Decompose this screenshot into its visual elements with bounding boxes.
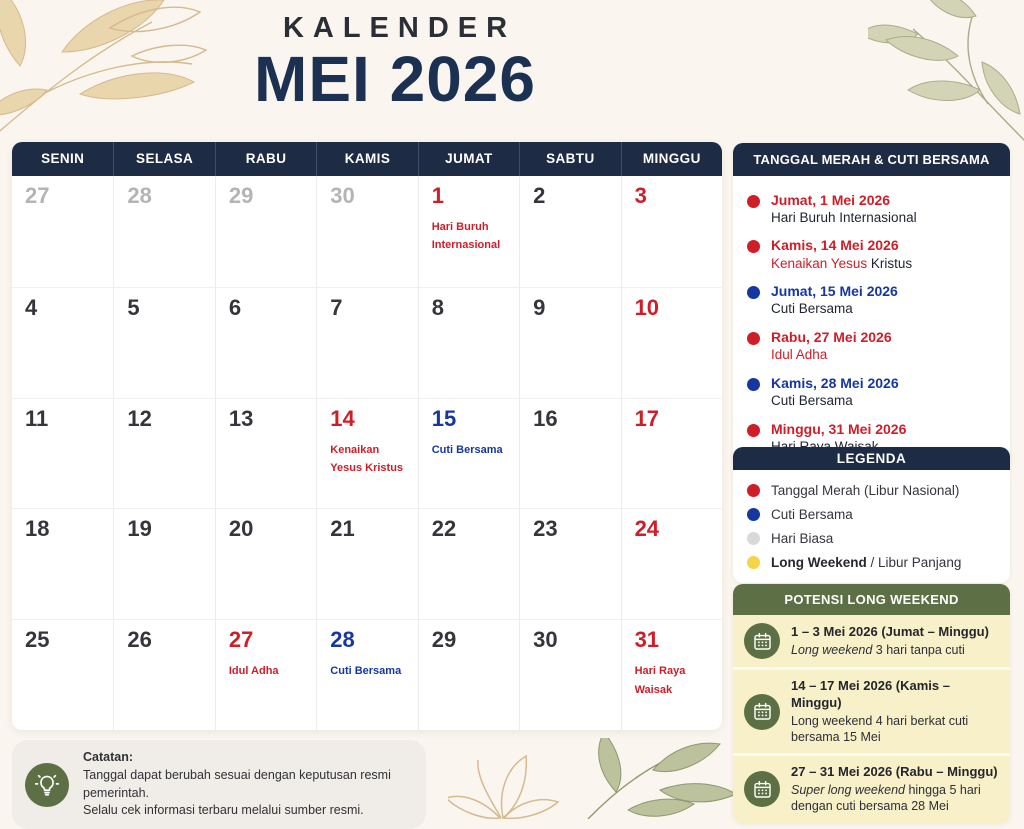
calendar-icon	[744, 694, 780, 730]
holiday-item	[747, 370, 996, 416]
calendar-cell	[215, 508, 316, 619]
holiday-description-part: Idul Adha	[771, 347, 828, 363]
weekday-header: SABTU	[519, 142, 620, 176]
holiday-description	[771, 347, 892, 364]
event-label: Hari Raya Waisak	[634, 665, 686, 696]
holiday-description	[771, 256, 912, 273]
long-weekend-description-rest: hingga 5 hari dengan cuti bersama 28 Mei	[791, 783, 981, 814]
calendar-cell	[418, 619, 519, 730]
legend-dot-icon	[747, 556, 760, 569]
calendar-cell	[519, 398, 620, 509]
calendar-cell	[316, 508, 417, 619]
holiday-text	[771, 329, 892, 364]
date-number: 11	[25, 405, 49, 431]
long-weekend-text	[791, 624, 989, 658]
holiday-dot-icon	[747, 286, 760, 299]
note-heading: Catatan:	[83, 750, 134, 764]
weekday-header: SELASA	[113, 142, 214, 176]
legend-label	[771, 507, 853, 522]
date-number: 4	[25, 294, 38, 320]
legend-label	[771, 483, 959, 498]
date-number: 29	[228, 183, 254, 208]
date-number: 24	[634, 516, 660, 542]
weekday-header: KAMIS	[316, 142, 417, 176]
event-label: Kenaikan Yesus Kristus	[330, 443, 404, 474]
date-number: 20	[228, 516, 254, 542]
holiday-dot-icon	[747, 195, 760, 208]
calendar-icon	[744, 771, 780, 807]
holiday-item	[747, 232, 996, 278]
date-number: 1	[431, 183, 444, 208]
holiday-description-part: Kenaikan Yesus	[771, 255, 871, 271]
holiday-description-part: Cuti Bersama	[771, 393, 853, 409]
holiday-dot-icon	[747, 240, 760, 253]
lightbulb-icon	[25, 763, 69, 807]
date-number: 6	[228, 294, 242, 320]
legend-dot-icon	[747, 508, 760, 521]
weekday-header: MINGGU	[621, 142, 722, 176]
calendar	[12, 142, 722, 730]
holiday-description-part: Cuti Bersama	[771, 301, 853, 317]
long-weekend-panel	[733, 584, 1010, 823]
long-weekend-date-range: 14 – 17 Mei 2026 (Kamis – Minggu)	[791, 678, 950, 710]
legend-list	[733, 470, 1010, 583]
leaves-bottom-center-decoration	[448, 738, 738, 819]
calendar-icon	[744, 623, 780, 659]
date-number: 30	[330, 183, 355, 208]
date-number: 27	[228, 627, 254, 653]
date-number: 26	[127, 627, 152, 653]
legend-label-rest: Cuti Bersama	[771, 506, 853, 522]
calendar-cell	[113, 398, 214, 509]
calendar-cell	[12, 398, 113, 509]
long-weekend-description	[791, 782, 999, 815]
long-weekend-item	[733, 753, 1010, 822]
holiday-dot-icon	[747, 332, 760, 345]
date-number: 12	[127, 405, 152, 431]
holidays-panel	[733, 143, 1010, 470]
holiday-date: Jumat, 1 Mei 2026	[771, 191, 891, 208]
legend-panel-title: LEGENDA	[733, 447, 1010, 470]
legend-dot-icon	[747, 532, 760, 545]
calendar-cell	[316, 287, 417, 398]
holiday-date: Rabu, 27 Mei 2026	[771, 329, 892, 346]
holiday-text	[771, 283, 898, 318]
long-weekend-description-italic: Long weekend	[791, 642, 873, 657]
calendar-cell	[12, 287, 113, 398]
legend-dot-icon	[747, 484, 760, 497]
holiday-dot-icon	[747, 378, 760, 391]
weekday-header: SENIN	[41, 151, 85, 166]
title-month-year: MEI 2026	[254, 43, 536, 115]
holiday-description	[771, 301, 898, 318]
long-weekend-date-range: 1 – 3 Mei 2026 (Jumat – Minggu)	[791, 623, 989, 639]
long-weekend-description-italic: Super long weekend	[791, 783, 905, 798]
legend-item	[747, 502, 996, 526]
holiday-description-part: Kristus	[870, 255, 913, 271]
legend-label	[771, 531, 833, 546]
date-number: 7	[330, 294, 343, 320]
legend-panel	[733, 447, 1010, 583]
calendar-cell	[113, 176, 214, 287]
calendar-cell	[621, 619, 722, 730]
holiday-text	[771, 375, 899, 410]
legend-label	[771, 555, 961, 570]
legend-label-rest: / Libur Panjang	[866, 554, 962, 570]
calendar-cell	[621, 176, 722, 287]
date-number: 23	[533, 516, 558, 542]
date-number: 10	[634, 294, 660, 320]
calendar-cell	[519, 508, 620, 619]
legend-item	[747, 478, 996, 502]
holiday-date: Kamis, 28 Mei 2026	[771, 375, 899, 392]
long-weekend-item	[733, 667, 1010, 753]
calendar-cell	[113, 508, 214, 619]
long-weekend-description	[791, 713, 999, 746]
holiday-description-part: Hari Buruh Internasional	[771, 209, 917, 225]
note-text	[83, 749, 413, 820]
holiday-item	[747, 278, 996, 324]
note-line2: Selalu cek informasi terbaru melalui sumber resmi.	[83, 803, 364, 818]
holiday-date: Minggu, 31 Mei 2026	[771, 421, 907, 438]
holiday-text	[771, 237, 912, 272]
date-number: 29	[431, 627, 457, 653]
date-number: 21	[330, 516, 355, 542]
date-number: 9	[533, 294, 546, 320]
calendar-cell	[316, 176, 417, 287]
calendar-cell	[418, 508, 519, 619]
date-number: 3	[634, 183, 647, 208]
date-number: 17	[634, 405, 660, 431]
calendar-cell	[621, 398, 722, 509]
calendar-cell	[12, 619, 113, 730]
date-number: 13	[228, 405, 254, 431]
date-number: 28	[127, 183, 152, 208]
note-box	[12, 740, 426, 829]
long-weekend-text	[791, 764, 999, 814]
date-number: 15	[431, 405, 457, 431]
date-number: 25	[25, 627, 50, 653]
legend-label-rest: Hari Biasa	[771, 530, 834, 546]
weekday-header: JUMAT	[418, 142, 519, 176]
legend-item	[747, 526, 996, 550]
calendar-cell	[215, 176, 316, 287]
legend-label-rest: Tanggal Merah (Libur Nasional)	[771, 482, 960, 498]
calendar-cell	[621, 508, 722, 619]
weekday-header: RABU	[215, 142, 316, 176]
calendar-grid	[12, 176, 722, 730]
date-number: 8	[431, 294, 444, 320]
long-weekend-list	[733, 615, 1010, 823]
calendar-cell	[316, 398, 417, 509]
date-number: 2	[533, 183, 546, 208]
note-line1: Tanggal dapat berubah sesuai dengan keputusan resmi pemerintah.	[83, 767, 391, 800]
date-number: 14	[330, 405, 355, 431]
calendar-cell	[519, 176, 620, 287]
holiday-description	[771, 393, 899, 410]
calendar-cell	[418, 398, 519, 509]
calendar-cell	[215, 398, 316, 509]
legend-item	[747, 550, 996, 574]
holiday-item	[747, 324, 996, 370]
holidays-list	[733, 176, 1010, 470]
event-label: Cuti Bersama	[330, 665, 402, 678]
calendar-cell	[12, 508, 113, 619]
long-weekend-item	[733, 615, 1010, 667]
calendar-cell	[215, 619, 316, 730]
date-number: 19	[127, 516, 152, 542]
date-number: 18	[25, 516, 50, 542]
long-weekend-date-range: 27 – 31 Mei 2026 (Rabu – Minggu)	[791, 764, 998, 780]
holiday-item	[747, 186, 996, 232]
event-label: Idul Adha	[228, 665, 279, 678]
leaves-top-right-decoration	[868, 0, 1024, 149]
calendar-cell	[418, 176, 519, 287]
page-title	[60, 12, 730, 115]
calendar-cell	[621, 287, 722, 398]
date-number: 22	[431, 516, 457, 542]
long-weekend-text	[791, 678, 999, 745]
calendar-cell	[519, 619, 620, 730]
event-label: Hari Buruh Internasional	[431, 221, 501, 252]
long-weekend-description-rest: Long weekend 4 hari berkat cuti bersama 15 Mei	[791, 713, 969, 745]
long-weekend-panel-title: POTENSI LONG WEEKEND	[733, 584, 1010, 615]
event-label: Cuti Bersama	[431, 443, 503, 456]
title-kicker: KALENDER	[282, 12, 517, 44]
date-number: 31	[634, 627, 660, 653]
calendar-weekday-header-row	[12, 142, 722, 176]
calendar-cell	[113, 619, 214, 730]
date-number: 27	[25, 183, 50, 208]
calendar-cell	[418, 287, 519, 398]
long-weekend-description	[791, 642, 989, 658]
date-number: 28	[330, 627, 355, 653]
long-weekend-description-rest: 3 hari tanpa cuti	[872, 642, 965, 657]
holiday-dot-icon	[747, 424, 760, 437]
calendar-cell	[519, 287, 620, 398]
holiday-text	[771, 192, 917, 227]
calendar-cell	[12, 176, 113, 287]
date-number: 16	[533, 405, 558, 431]
holidays-panel-title: TANGGAL MERAH & CUTI BERSAMA	[733, 143, 1010, 176]
holiday-description	[771, 210, 917, 227]
date-number: 5	[127, 294, 140, 320]
holiday-date: Jumat, 15 Mei 2026	[771, 283, 898, 300]
date-number: 30	[533, 627, 558, 653]
calendar-cell	[316, 619, 417, 730]
calendar-cell	[215, 287, 316, 398]
legend-label-bold: Long Weekend	[771, 554, 867, 570]
holiday-date: Kamis, 14 Mei 2026	[771, 237, 899, 254]
calendar-cell	[113, 287, 214, 398]
